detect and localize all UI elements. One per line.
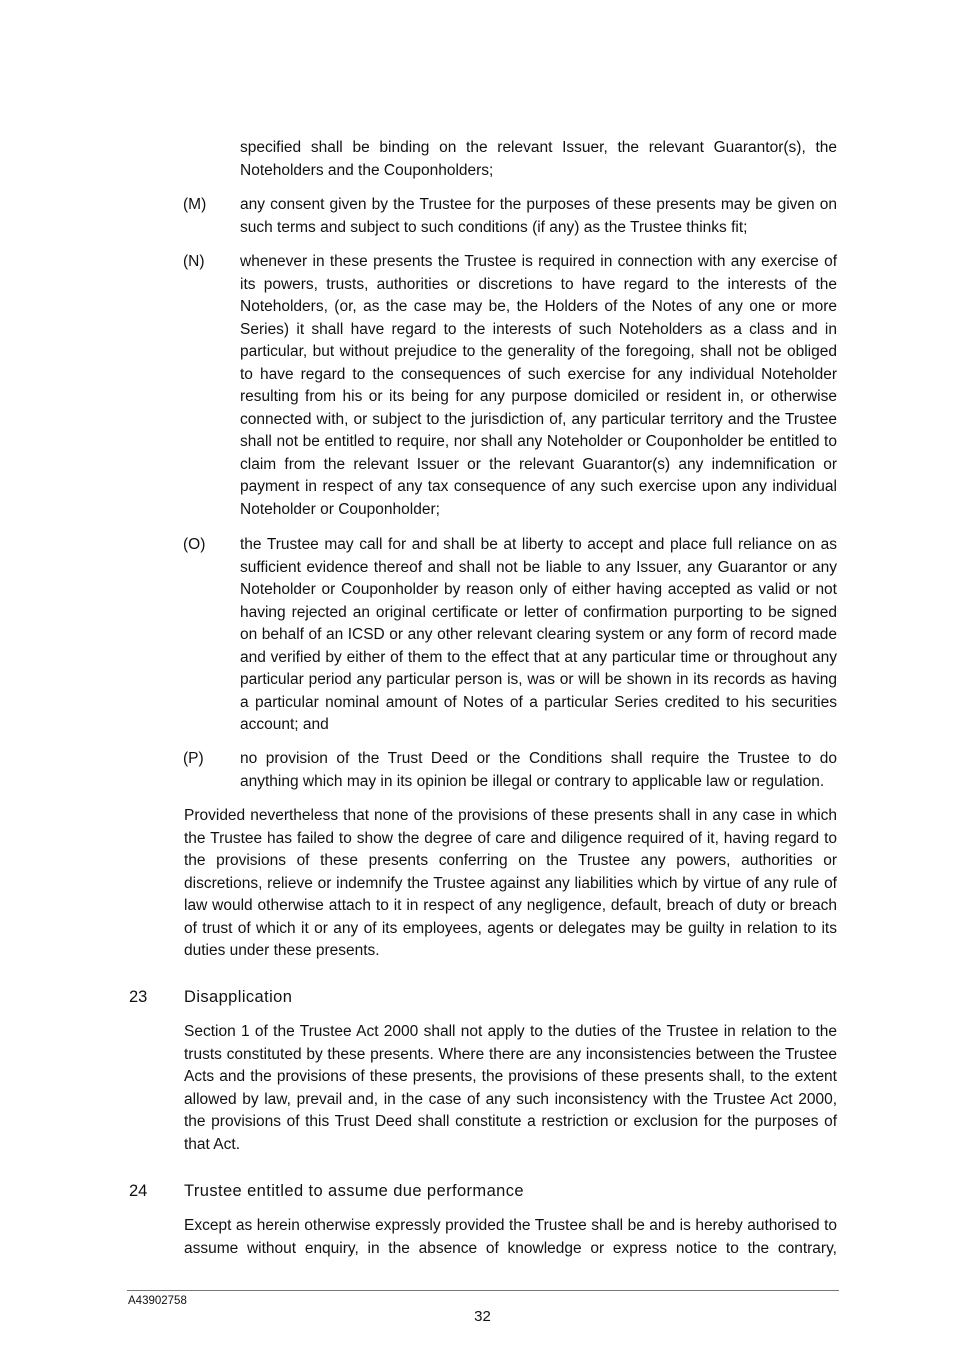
section-23-title: Disapplication xyxy=(184,988,293,1006)
item-label-n: (N) xyxy=(183,253,205,270)
footer-divider xyxy=(127,1290,839,1291)
item-text-n: whenever in these presents the Trustee is required in connection with any exercise of its powers, trusts, authorities or discretions to have regard to the interests of the Noteholders, (or, as the case may be, the Holders of the Notes of any one or more Series) it shall have regard to the interests of such Noteholders as a class and in particular, but without prejudice to the generality of the foregoing, shall not be obliged to have regard to the consequences of such exercise for any individual Noteholder resulting from his or its being for any purpose domiciled or resident in, or otherwise connected with, or subject to the jurisdiction of, any particular territory and the Trustee shall not be entitled to require, nor shall any Noteholder or Couponholder be entitled to claim from the relevant Issuer or the relevant Guarantor(s) any indemnification or payment in respect of any tax consequence of any such exercise upon any individual Noteholder or Couponholder; xyxy=(240,253,837,518)
item-text-m: any consent given by the Trustee for the purposes of these presents may be given on such terms and subject to such conditions (if any) as the Trustee thinks fit; xyxy=(240,196,837,236)
section-24-number: 24 xyxy=(129,1182,148,1200)
item-text-o: the Trustee may call for and shall be at liberty to accept and place full reliance on as sufficient evidence thereof and shall not be liable to any Issuer, any Guarantor or any Noteholder or Couponholder by reason only of either having accepted as valid or not having rejected an original certificate or letter of confirmation purporting to be signed on behalf of an ICSD or any other relevant clearing system or any form of record made and verified by either of them to the effect that at any particular time or throughout any particular period any particular person is, was or will be shown in its records as having a particular nominal amount of Notes of a particular Series credited to his securities account; and xyxy=(240,536,837,733)
item-text-p: no provision of the Trust Deed or the Conditions shall require the Trustee to do anything which may in its opinion be illegal or contrary to applicable law or regulation. xyxy=(240,750,837,790)
proviso-paragraph: Provided nevertheless that none of the provisions of these presents shall in any case in which the Trustee has failed to show the degree of care and diligence required of it, having regard to the provisions of these presents conferring on the Trustee any powers, authorities or discretions, relieve or indemnify the Trustee against any liabilities which by virtue of any rule of law would otherwise attach to it in respect of any negligence, default, breach of duty or breach of trust of which it or any of its employees, agents or delegates may be guilty in relation to its duties under these presents. xyxy=(184,807,837,959)
item-label-p: (P) xyxy=(183,750,204,767)
item-label-m: (M) xyxy=(183,196,207,213)
continuation-paragraph: specified shall be binding on the relevant Issuer, the relevant Guarantor(s), the Noteholders and the Couponholders; xyxy=(240,139,837,179)
item-label-o: (O) xyxy=(183,536,206,553)
section-23-body: Section 1 of the Trustee Act 2000 shall not apply to the duties of the Trustee in relation to the trusts constituted by these presents. Where there are any inconsistencies between the Trustee Acts and the provisions of these presents, the provisions of these presents shall, to the extent allowed by law, prevail and, in the case of any such inconsistency with the Trustee Act 2000, the provisions of this Trust Deed shall constitute a restriction or exclusion for the purposes of that Act. xyxy=(184,1023,837,1153)
page-number: 32 xyxy=(474,1308,491,1325)
section-23-number: 23 xyxy=(129,988,148,1006)
section-24-body: Except as herein otherwise expressly provided the Trustee shall be and is hereby authorised to assume without enquiry, in the absence of knowledge or express notice to the contrary, xyxy=(184,1217,837,1257)
section-24-title: Trustee entitled to assume due performance xyxy=(184,1182,524,1200)
document-reference: A43902758 xyxy=(128,1295,187,1307)
